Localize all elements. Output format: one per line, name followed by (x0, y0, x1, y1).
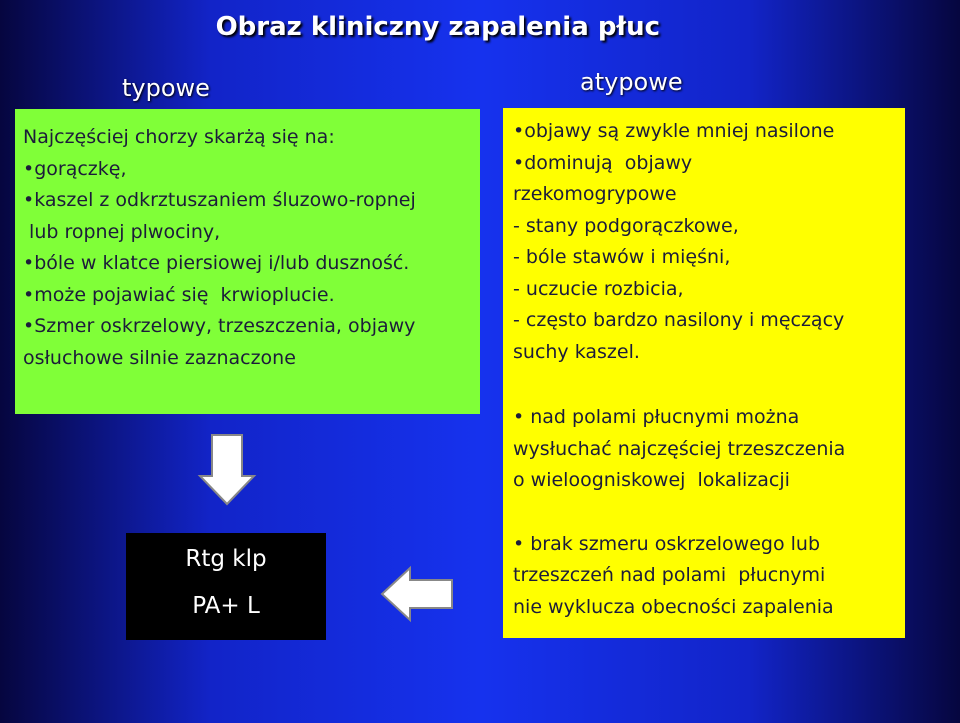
atypical-heading: atypowe (580, 68, 683, 96)
typical-line: lub ropnej plwociny, (23, 220, 221, 243)
atypical-line: •objawy są zwykle mniej nasilone (513, 120, 835, 142)
atypical-box (503, 108, 905, 638)
typical-line: •kaszel z odkrztuszaniem śluzowo-ropnej (23, 189, 416, 211)
atypical-line: • nad polami płucnymi można (513, 406, 800, 428)
typical-line: •bóle w klatce piersiowej i/lub duszność. (23, 252, 410, 274)
typical-box (15, 109, 480, 414)
atypical-line: wysłuchać najczęściej trzeszczenia (513, 437, 846, 460)
atypical-line: trzeszczeń nad polami płucnymi (513, 564, 826, 586)
typical-line: Najczęściej chorzy skarżą się na: (23, 126, 335, 148)
typical-line: osłuchowe silnie zaznaczone (23, 346, 296, 369)
atypical-line: - często bardzo nasilony i męczący (513, 309, 845, 331)
atypical-line: nie wyklucza obecności zapalenia (513, 595, 834, 618)
atypical-line: • brak szmeru oskrzelowego lub (513, 532, 821, 555)
page-title: Obraz kliniczny zapalenia płuc (215, 12, 660, 42)
typical-heading: typowe (122, 74, 210, 102)
xray-line-1: Rtg klp (185, 546, 267, 572)
typical-line: •może pojawiać się krwioplucie. (23, 283, 335, 306)
typical-line: •Szmer oskrzelowy, trzeszczenia, objawy (23, 315, 416, 337)
atypical-line: - uczucie rozbicia, (513, 277, 684, 300)
atypical-line: - bóle stawów i mięśni, (513, 246, 731, 268)
arrow-left-icon (378, 565, 456, 623)
arrow-down-icon (196, 432, 258, 508)
typical-line: •gorączkę, (23, 157, 127, 180)
atypical-line: o wieloogniskowej lokalizacji (513, 469, 790, 491)
atypical-line: suchy kaszel. (513, 340, 640, 363)
atypical-line: rzekomogrypowe (513, 183, 677, 205)
atypical-line: - stany podgorączkowe, (513, 214, 739, 237)
atypical-line: •dominują objawy (513, 151, 693, 174)
xray-box (126, 533, 326, 640)
xray-line-2: PA+ L (192, 593, 260, 619)
